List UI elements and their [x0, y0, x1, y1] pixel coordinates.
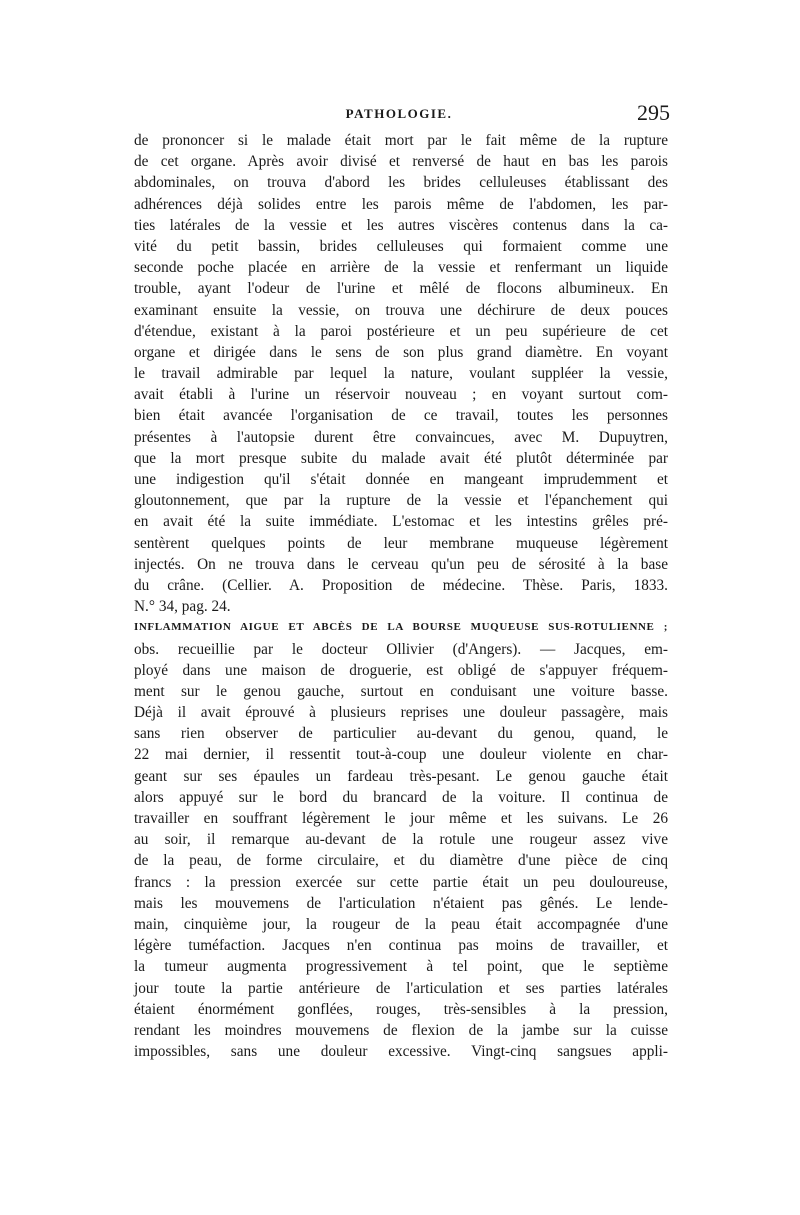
text-line: geant sur ses épaules un fardeau très-pesant. Le genou gauche était [134, 767, 668, 785]
text-line: de prononcer si le malade était mort par le fait même de la rupture [134, 132, 668, 149]
page-number: 295 [637, 100, 670, 125]
text-line: vité du petit bassin, brides celluleuses qui formaient comme une [134, 237, 668, 255]
text-line: ment sur le genou gauche, surtout en conduisant une voiture basse. [134, 682, 668, 700]
running-title: PATHOLOGIE. [345, 106, 453, 121]
text-line: main, cinquième jour, la rougeur de la peau était accompagnée d'une [134, 915, 668, 933]
text-line: la tumeur augmenta progressivement à tel point, que le septième [134, 958, 668, 976]
text-line: rendant les moindres mouvemens de flexion de la jambe sur la cuisse [134, 1021, 668, 1039]
text-line: adhérences déjà solides entre les parois même de l'abdomen, les par- [134, 195, 668, 213]
text-line: obs. recueillie par le docteur Ollivier (d'Angers). — Jacques, em- [134, 640, 668, 658]
running-head [128, 100, 670, 130]
text-line: que la mort presque subite du malade avait été plutôt déterminée par [134, 449, 668, 467]
text-line: seconde poche placée en arrière de la vessie et renfermant un liquide [134, 259, 668, 277]
text-line: bien était avancée l'organisation de ce travail, toutes les personnes [134, 407, 668, 425]
text-line: sentèrent quelques points de leur membrane muqueuse légèrement [134, 534, 668, 552]
text-line: gloutonnement, que par la rupture de la vessie et l'épanchement qui [134, 492, 668, 510]
text-line: impossibles, sans une douleur excessive. Vingt-cinq sangsues appli- [134, 1043, 668, 1061]
text-line: en avait été la suite immédiate. L'estomac et les intestins grêles pré- [134, 513, 668, 531]
text-line: ployé dans une maison de droguerie, est obligé de s'appuyer fréquem- [134, 661, 668, 679]
text-line: francs : la pression exercée sur cette partie était un peu douloureuse, [134, 873, 668, 891]
text-line: 22 mai dernier, il ressentit tout-à-coup une douleur violente en char- [134, 746, 668, 764]
text-line: trouble, ayant l'odeur de l'urine et mêlé de flocons albumineux. En [134, 280, 668, 298]
text-line: le travail admirable par lequel la nature, voulant suppléer la vessie, [134, 365, 668, 383]
text-line: injectés. On ne trouva dans le cerveau qu'un peu de sérosité à la base [134, 555, 668, 573]
text-line: étaient énormément gonflées, rouges, très-sensibles à la pression, [134, 1000, 668, 1018]
text-line: alors appuyé sur le bord du brancard de la voiture. Il continua de [134, 788, 668, 806]
text-line: sans rien observer de particulier au-devant du genou, quand, le [134, 725, 668, 743]
text-line: du crâne. (Cellier. A. Proposition de médecine. Thèse. Paris, 1833. [134, 576, 668, 594]
text-line: avait établi à l'urine un réservoir nouveau ; en voyant surtout com- [134, 386, 668, 404]
text-line: travailler en souffrant légèrement le jour même et les suivans. Le 26 [134, 810, 668, 827]
section-heading: INFLAMMATION AIGUE ET ABCÈS DE LA BOURSE MUQUEUSE SUS-ROTULIENNE ; [134, 621, 668, 634]
text-line: examinant ensuite la vessie, on trouva une déchirure de deux pouces [134, 301, 668, 319]
page-body [134, 130, 668, 1062]
text-line: mais les mouvemens de l'articulation n'étaient pas gênés. Le lende- [134, 894, 668, 912]
text-line: au soir, il remarque au-devant de la rotule une rougeur assez vive [134, 831, 668, 849]
text-line: de cet organe. Après avoir divisé et renversé de haut en bas les parois [134, 153, 668, 171]
text-line: une indigestion qu'il s'était donnée en mangeant imprudemment et [134, 471, 668, 488]
text-line: abdominales, on trouva d'abord les brides celluleuses établissant des [134, 174, 668, 192]
text-line: de la peau, de forme circulaire, et du diamètre d'une pièce de cinq [134, 852, 668, 870]
text-line: présentes à l'autopsie durent être convaincues, avec M. Dupuytren, [134, 428, 668, 446]
text-line: N.° 34, pag. 24. [134, 598, 231, 616]
text-line: d'étendue, existant à la paroi postérieure et un peu supérieure de cet [134, 322, 668, 340]
text-line: légère tuméfaction. Jacques n'en continua pas moins de travailler, et [134, 937, 668, 955]
text-line: jour toute la partie antérieure de l'articulation et ses parties latérales [134, 979, 668, 997]
text-line: ties latérales de la vessie et les autres viscères contenus dans la ca- [134, 216, 668, 234]
text-line: Déjà il avait éprouvé à plusieurs reprises une douleur passagère, mais [134, 704, 668, 722]
text-line: organe et dirigée dans le sens de son plus grand diamètre. En voyant [134, 343, 668, 361]
